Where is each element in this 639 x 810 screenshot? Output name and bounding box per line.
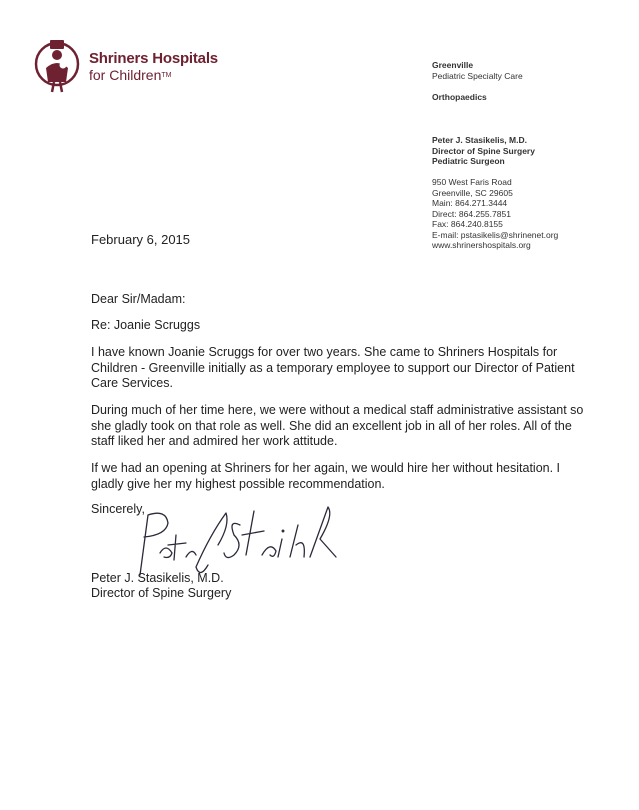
brand-name: Shriners Hospitals <box>89 50 218 67</box>
paragraph-2: During much of her time here, we were without a medical staff administrative assistant so she gladly took on that role as well. She did an excellent job in all of her roles. All of the staff liked her and admired her work attitude. <box>91 403 584 448</box>
letter-date: February 6, 2015 <box>91 232 191 247</box>
contact-city: Greenville, SC 29605 <box>432 187 513 198</box>
doctor-title: Director of Spine Surgery <box>432 145 535 156</box>
doctor-name: Peter J. Stasikelis, M.D. <box>432 135 527 145</box>
contact-fax: Fax: 864.240.8155 <box>432 219 503 229</box>
contact-email: E-mail: pstasikelis@shrinenet.org <box>432 229 559 240</box>
signature-title: Director of Spine Surgery <box>91 586 232 600</box>
doctor-block <box>432 135 535 167</box>
salutation: Dear Sir/Madam: <box>91 292 186 306</box>
contact-direct: Direct: 864.255.7851 <box>432 208 511 219</box>
facility-care: Pediatric Specialty Care <box>432 70 523 81</box>
shriners-logo-icon <box>32 38 82 94</box>
doctor-role: Pediatric Surgeon <box>432 156 505 166</box>
paragraph-1: I have known Joanie Scruggs for over two years. She came to Shriners Hospitals for Children - Greenville initially as a temporary employee to support our Director of Patient Care Services. <box>91 345 575 390</box>
facility-city: Greenville <box>432 60 474 70</box>
signature-name: Peter J. Stasikelis, M.D. <box>91 571 224 585</box>
contact-web: www.shrinershospitals.org <box>432 240 531 250</box>
facility-department: Orthopaedics <box>432 92 487 102</box>
facility-block <box>432 60 523 81</box>
re-line: Re: Joanie Scruggs <box>91 318 201 332</box>
contact-main: Main: 864.271.3444 <box>432 198 508 208</box>
brand-block <box>89 50 218 84</box>
contact-street: 950 West Faris Road <box>432 177 512 187</box>
brand-subtitle: for Children™ <box>89 67 172 83</box>
closing: Sincerely, <box>91 502 145 516</box>
contact-block <box>432 177 558 251</box>
paragraph-3: If we had an opening at Shriners for her again, we would hire her without hesitation. I gladly give her my highest possible recommendation. <box>91 461 561 491</box>
